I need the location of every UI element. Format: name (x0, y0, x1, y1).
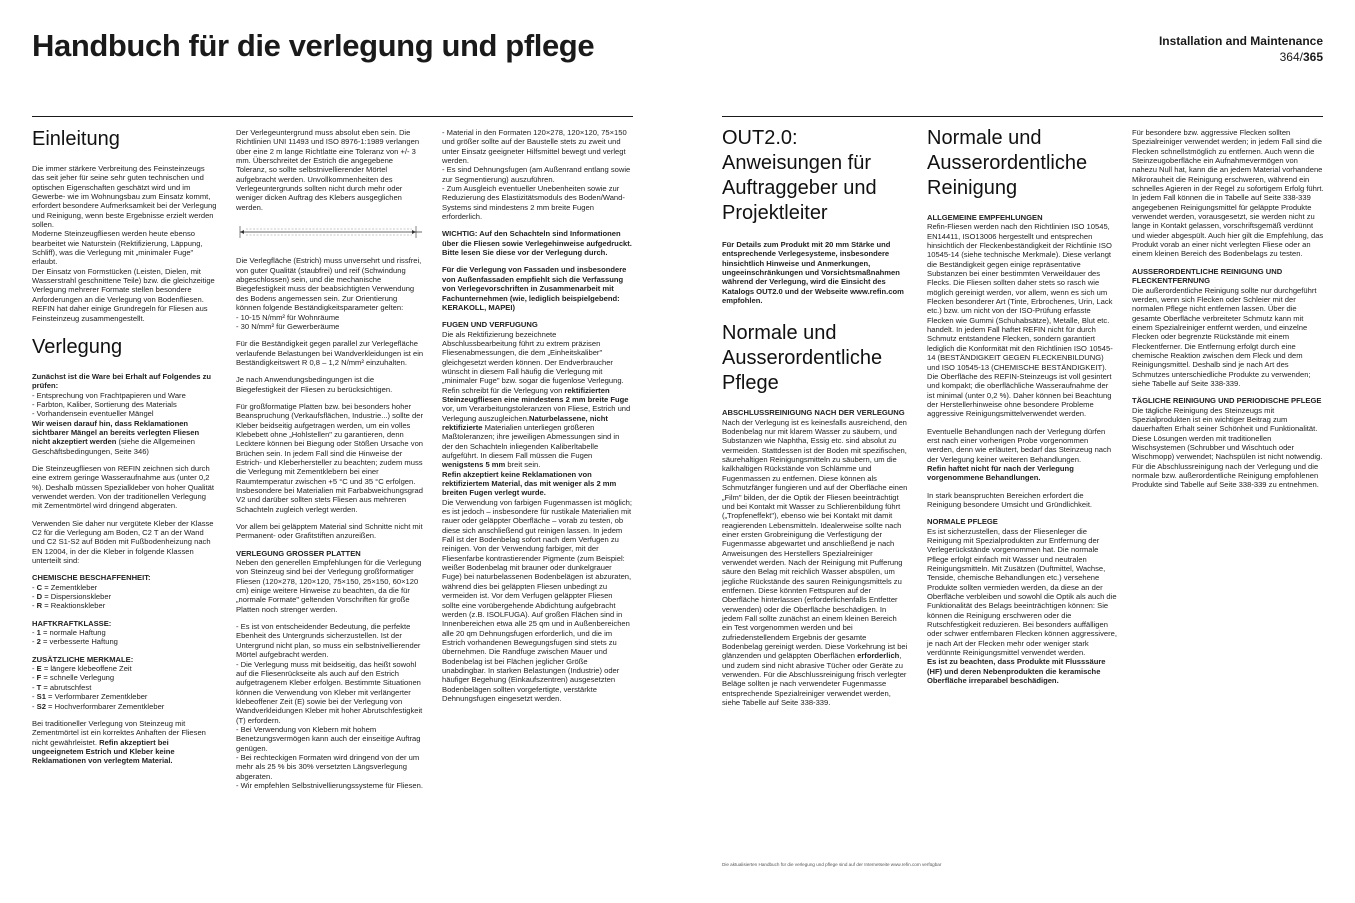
section-title: Installation and Maintenance (1158, 34, 1323, 48)
zus-heading: ZUSÄTZLICHE MERKMALE: (32, 654, 134, 664)
page-number (1159, 50, 1323, 64)
wichtig-note: WICHTIG: Auf den Schachteln sind Informationen über die Fliesen sowie Verlegehinweise aufgedruckt. Bitte lesen Sie diese vor der Verlegung durch. (442, 229, 632, 258)
list-item: - T = abrutschfest (32, 682, 92, 692)
allgemein-heading: ALLGEMEINE EMPFEHLUNGEN (927, 213, 1043, 222)
reinigung-heading: Normale und Ausserordentliche Reinigung (927, 127, 1088, 199)
taeglich-heading: TÄGLICHE REINIGUNG UND PERIODISCHE PFLEGE (1132, 396, 1322, 406)
material-list (442, 128, 632, 221)
allgemein-paragraph: Refin-Fliesen werden nach den Richtlinien ISO 10545, EN14411, ISO13006 hergestellt und entsprechen hinsichtlich der Fleckenbeständigkeit der Richtlinie ISO 10545-14 (siehe technische Merkmale). Diese verlangt die Beständigkeit gegen einige repräsentative Substanzen bei einer bestimmten Verweildauer des Flecks. Die Fliesen sollten daher stets so rasch wie möglich gereinigt werden, vor allem, wenn es sich um Flecken besonderer Art (Tinte, Erbrochenes, Urin, Lack etc.) bzw. um nicht von der ISO-Prüfung erfasste Flecken wie Gummi (Schuhabsätze), Metalle, Blut etc. handelt. In jedem Fall haftet REFIN nicht für durch Schmutz entstandene Flecken, sondern garantiert lediglich die Konformität mit den Richtlinien ISO 10545-14 (BESTÄNDIGKEIT GEGEN FLECKENBILDUNG) und ISO 10545-13 (CHEMISCHE BESTÄNDIGKEIT). Die Oberfläche des REFIN-Steinzeugs ist voll gesintert und kompakt; die oberflächliche Wasseraufnahme der ist minimal (unter 0,2 %). Daher können bei Beachtung der Herstellerhinweise ohne besondere Probleme aggressive Reinigungsmittelverwendet werden. (927, 222, 1113, 419)
list-item: - 1 = normale Haftung (32, 628, 106, 638)
pflege-heading: Normale und Ausserordentliche Pflege (722, 322, 883, 395)
grosse-platten-list (236, 622, 424, 790)
verlegung-check-list (32, 391, 218, 419)
flecken-paragraph: Für besondere bzw. aggressive Flecken sollten Spezialreiniger verwendet werden; in jedem Fall sind die Flecken schnellstmöglich zu entfernen. Auch wenn die Steinzeugoberfläche ein Aufnahmevermögen von nahezu Null hat, kann die an jedem Material vorhandene Mikrorauheit die Reinigung erschweren, während ein schnelles Agieren in der Regel zu sofortigem Erfolg führt. In jedem Fall können die in Tabelle auf Seite 338-339 angegebenen Reinigungsmittel für geläppte Produkte verwendet werden, vorausgesetzt, sie werden nicht zu lange in Kontakt gelassen, vorschriftsgemäß verdünnt und wieder abgespült. Auch hier gilt die Empfehlung, das Produkt vorab an einer nicht verlegten Fliese oder an einem kleinen Bereich des Bodenbelags zu testen. (1132, 128, 1324, 259)
untergrund-paragraph: Der Verlegeuntergrund muss absolut eben sein. Die Richtlinien UNI 11493 und ISO 8976-1:1989 verlangen über eine 2 m lange Richtlatte eine Toleranz von +/- 3 mm. Überschreitet der Estrich die angegebene Toleranz, so sollte selbstnivellierender Mörtel aufgebracht werden. Unvollkommenheiten des Verlegeuntergrunds sollten nicht durch mehr oder weniger dicken Auftrag des Klebers ausgeglichen werden. (236, 128, 420, 212)
list-item: - C = Zementkleber (32, 582, 98, 592)
behandlung-paragraph: Eventuelle Behandlungen nach der Verlegung dürfen erst nach einer vorherigen Probe vorgenommen werden, denn wie erläutert, bedarf das Steinzeug nach der Verlegung keiner weiteren Behandlungen. Refin haftet nicht für nach der Verlegung vorgenommene Behandlungen. (927, 426, 1112, 483)
footer-note: Die aktualisierten Handbuch für die verlegung und pflege sind auf der Internetseite www.refin.com verfügbar (722, 862, 942, 867)
reklamation-note (32, 419, 218, 456)
abschluss-paragraph: Nach der Verlegung ist es keinesfalls ausreichend, den Bodenbelag nur mit klarem Wasser zu säubern, und Substanzen wie Naphtha, Essig etc. sind absolut zu vermeiden. Stattdessen ist der Boden mit spezifischen, säurehaltigen Reinigungsmitteln zu säubern, um die kalkhaltigen Rückstände von Schlämme und Fugenmassen zu entfernen. Diese können als Schmutzfänger fungieren und auf der Oberfläche einen „Film" bilden, der die Optik der Fliesen beeinträchtigt und bei Kontakt mit Wasser zu Schlierenbildung führt („Tropfeneffekt"), ebenso wie bei Kontakt mit damit reagierenden Lebensmitteln. Idealerweise sollte nach einer ersten Grobreinigung die Verfestigung der Fugenmasse abgewartet und anschließend je nach Anweisungen des Herstellers Spezialreiniger verwendet werden. Nach der Reinigung mit Pufferung säure den Belag mit reichlich Wasser abspülen, um jegliche Rückstände des sauren Reinigungsmittels zu entfernen. Diese könnten Fettspuren auf der Oberfläche hinterlassen (erforderlichenfalls Entfetter verwenden) oder die Oberfläche beschädigen. In jedem Fall sollte zunächst an einem kleinen Bereich ein Test vorgenommen werden und bei zufriedenstellendem Ergebnis der gesamte Bodenbelag gereinigt werden. Diese Vorkehrung ist bei glänzenden und geläppten Oberflächen erforderlich, und zudem sind nicht abrasive Tücher oder Geräte zu verwenden. Für die Abschlussreinigung frisch verlegter Beläge sollten je nach verwendeter Fugenmasse entsprechende Spezialreiniger verwendet werden, siehe Tabelle auf Seite 338-339. (722, 417, 908, 708)
list-item: - Wir empfehlen Selbstnivellierungssysteme für Fliesen. (236, 780, 423, 790)
column-reinigung (927, 123, 1117, 694)
list-item: - D = Dispersionskleber (32, 592, 112, 602)
ausserordentlich-paragraph: Die außerordentliche Reinigung sollte nur durchgeführt werden, wenn sich Flecken oder Schleier mit der normalen Pflege nicht entfernen lassen. Über die gesamte Oberfläche verbreiteter Schmutz kann mit einem Spezialreiniger entfernt werden, und einzelne Flecken oder begrenzte Rückstände mit einem Fleckentferner. Die Entfernung erfolgt durch eine chemische Reaktion zwischen dem Fleck und dem Reinigungsmittel. Deshalb sind je nach Art des Schmutzes unterschiedliche Produkte zu verwenden; siehe Tabelle auf Seite 338-339. (1132, 285, 1317, 388)
list-item: - Zum Ausgleich eventueller Unebenheiten sowie zur Reduzierung des Elastizitätsmoduls des Boden/Wand-Systems sind mindestens 2 mm breite Fugen erforderlich. (442, 184, 625, 222)
reklamation-ref: (siehe die Allgemeinen Geschäftsbedingungen, Seite 346) (32, 437, 195, 456)
reklamation-bold: Wir weisen darauf hin, dass Reklamationen sichtbarer Mängel an bereits verlegten Fliesen nicht akzeptiert werden (32, 418, 200, 447)
column-untergrund (236, 128, 424, 790)
biegefestigkeit-paragraph: Je nach Anwendungsbedingungen ist die Biegefestigkeit der Fliesen zu berücksichtigen. (236, 375, 393, 394)
farbige-fugen-paragraph: Die Verwendung von farbigen Fugenmassen ist möglich; es ist jedoch – insbesondere für rustikale Materialien mit rauer oder geläppter Oberfläche – vorab zu testen, ob diese sich anschließend gut reinigen lassen. In jedem Fall ist der Bodenbelag sofort nach dem Verfugen zu reinigen. Von der Verwendung farbiger, mit der Fliesenfarbe kontrastierender Pigmente (zum Beispiel: weißer Bodenbelag mit brauner oder dunkelgrauer Fuge) bei naturbelassenen Bodenbelägen ist abzuraten, während dies bei geläppten Fliesen unbedingt zu vermeiden ist. Vor dem Verfugen geläppter Fliesen sollte eine vorübergehende Abdichtung aufgebracht werden (z.B. ISOLFUGA). Auf großen Flächen sind in Innenbereichen etwa alle 25 qm und in Außenbereichen alle 20 qm Dehnungsfugen erforderlich, und die im Estrich vorhandenen Bewegungsfugen sind stets zu übernehmen. Die Randfuge zwischen Mauer und Bodenbelag ist bei Flächen jeglicher Größe unabdingbar. In starken Belastungen (Industrie) oder häufiger Begehung (Einkaufszentren) ausgesetzten Bodenbelägen sollten vorgefertigte, verstärkte Dehnungsfugen eingesetzt werden. (442, 497, 632, 703)
fugen-reklamation: Refin akzeptiert keine Reklamationen von rektifiziertem Material, das mit weniger als 2 mm breiten Fugen verlegt wurde. (442, 469, 617, 498)
taeglich-paragraph: Die tägliche Reinigung des Steinzeugs mit Spezialprodukten ist ein wichtiger Beitrag zum dauerhaften Erhalt seiner Schönheit und Funktionalität. Diese Lösungen werden mit traditionellen Wischsystemen (Schrubber und Wischtuch oder Wischmopp) verwendet; Nachspülen ist nicht notwendig. Für die Abschlussreinigung nach der Verlegung und die normale bzw. außerordentliche Reinigung empfohlenen Produkte sind Tabelle auf Seite 338-339 zu entnehmen. (1132, 405, 1323, 490)
beanspruchung-paragraph: In stark beanspruchten Bereichen erfordert die Reinigung besondere Umsicht und Gründlichkeit. (927, 490, 1093, 509)
estrich-paragraph: Die Verlegfläche (Estrich) muss unversehrt und rissfrei, von guter Qualität (staubfrei) und reif (Schwindung abgeschlossen) sein, und die mechanische Biegefestigkeit muss der beabsichtigten Verwendung des Bodens angemessen sein. Zur Orientierung können folgende Beständigkeitsparameter gelten: (236, 256, 422, 313)
belastung-paragraph: Für die Beständigkeit gegen parallel zur Verlegefläche verlaufende Belastungen bei Wandverkleidungen ist ein Beständigkeitswert R 0,8 – 1,2 N/mm² einzuhalten. (236, 339, 424, 367)
list-item: - R = Reaktionskleber (32, 601, 106, 611)
chem-heading: CHEMISCHE BESCHAFFENHEIT: (32, 573, 151, 583)
top-rule-right (722, 116, 1323, 117)
list-item: - F = schnelle Verlegung (32, 673, 115, 683)
traditional-note: Bei traditioneller Verlegung von Steinzeug mit Zementmörtel ist ein korrektes Anhaften der Fliesen nicht gewährleistet. Refin akzeptiert bei ungeeignetem Estrich und Kleber keine Reklamationen von verlegtem Material. (32, 718, 206, 766)
list-item: - Es sind Dehnungsfugen (am Außenrand entlang sowie zur Segmentierung) auszuführen. (442, 165, 631, 184)
grosse-platten-paragraph: Neben den generellen Empfehlungen für die Verlegung von Steinzeug sind bei der Verlegung großformatiger Fliesen (120×278, 120×120, 75×150, 25×150, 60×120 cm) einige weitere Hinweise zu beachten, da die für „normale Formate" geltenden Vorschriften für große Platten noch strenger werden. (236, 558, 422, 614)
abschluss-heading: ABSCHLUSSREINIGUNG NACH DER VERLEGUNG (722, 408, 905, 418)
einleitung-paragraph: Der Einsatz von Formstücken (Leisten, Dielen, mit Wasserstrahl geschnittene Teile) bzw. die gleichzeitige Verlegung mehrerer Formate stellen besondere Anforderungen an die Verlegung von Bodenfliesen. REFIN hat daher einige Grundregeln für Fliesen aus Feinsteinzeug zusammengestellt. (32, 266, 215, 323)
list-item: - Es ist von entscheidender Bedeutung, die perfekte Ebenheit des Untergrunds sicherzustellen. Ist der Untergrund nicht plan, so muss ein selbstnivellierender Mörtel aufgebracht werden. (236, 622, 421, 660)
grosse-platten-heading: VERLEGUNG GROSSER PLATTEN (236, 548, 361, 558)
verlegung-paragraph: Die Steinzeugfliesen von REFIN zeichnen sich durch eine extrem geringe Wasseraufnahme aus (unter 0,2 %). Deshalb müssen Spezialkleber von hoher Qualität verwendet werden. Von der traditionellen Verlegung mit Zementmörtel wird dringend abgeraten. (32, 463, 214, 511)
zus-list (32, 664, 218, 711)
list-item: - S2 = Hochverformbarer Zementkleber (32, 701, 165, 711)
column-fleckentfernung (1132, 128, 1324, 498)
section-header (1159, 34, 1323, 64)
out20-heading: OUT2.0: Anweisungen für Auftraggeber und Projektleiter (722, 127, 877, 224)
list-item: - Die Verlegung muss mit beidseitig, das heißt sowohl auf die Fliesenrückseite als auch auf den Estrich aufgetragenem Kleber erfolgen. Bestimmte Situationen können die Verwendung von Kleber mit verlängerter klebeoffener Zeit (E) sowie bei der Verlegung von Wandverkleidungen Kleber mit hoher Abrutschfestigkeit (T) erfordern. (236, 659, 423, 725)
page-title: Handbuch für die verlegung und pflege (32, 28, 595, 63)
page-number-current: 364/ (1279, 50, 1303, 64)
einleitung-heading: Einleitung (32, 128, 120, 150)
list-item: - Material in den Formaten 120×278, 120×120, 75×150 und größer sollte auf der Baustelle stets zu zweit und unter Einsatz geeigneter Hilfsmittel bewegt und verlegt werden. (442, 128, 627, 166)
verlegung-heading: Verlegung (32, 335, 123, 358)
normale-pflege-heading: NORMALE PFLEGE (927, 517, 998, 527)
out20-intro: Für Details zum Produkt mit 20 mm Stärke und entsprechende Verlegesysteme, insbesondere hinsichtlich Hinweise und Anmerkungen, ungeeinschränkungen und Vorsichtsmaßnahmen während der Verlegung, wird die Einsicht des Katalogs OUT2.0 und der Webseite www.refin.com empfohlen. (722, 240, 904, 306)
list-item: - Vorhandensein eventueller Mängel (32, 409, 154, 419)
einleitung-paragraph: Moderne Steinzeugfliesen werden heute ebenso bearbeitet wie Naturstein (Rektifizierung, Läppung, Schliff), was die Verlegung mit „minimaler Fuge" erlaubt. (32, 229, 203, 267)
einleitung-paragraph: Die immer stärkere Verbreitung des Feinsteinzeugs das seit jeher für seine sehr guten technischen und optischen Eigenschaften geschätzt wird und im Gewerbe- wie im Wohnungsbau zum Einsatz kommt, erfordert besondere Aufmerksamkeit bei der Verlegung und Reinigung, wenn beste Ergebnisse erzielt werden sollen. (32, 164, 217, 230)
verlegung-intro: Zunächst ist die Ware bei Erhalt auf Folgendes zu prüfen: (32, 371, 212, 391)
column-out20 (722, 123, 908, 715)
list-item: - Entsprechung von Frachtpapieren und Ware (32, 390, 186, 400)
schnitte-paragraph: Vor allem bei geläpptem Material sind Schnitte nicht mit Permanent- oder Grafitstiften anzureißen. (236, 522, 423, 541)
column-einleitung-verlegung (32, 123, 218, 774)
list-item: - S1 = Verformbarer Zementkleber (32, 692, 148, 702)
fassaden-note: Für die Verlegung von Fassaden und insbesondere von Außenfassaden empfiehlt sich die Verfassung von Verlegevorschriften in Zusammenarbeit mit Fachunternehmen (wie, lediglich beispielgebend: KERAKOLL, MAPEI) (442, 265, 627, 312)
ausserordentlich-heading: AUSSERORDENTLICHE REINIGUNG UND FLECKENTFERNUNG (1132, 266, 1283, 286)
top-rule-left (32, 116, 633, 117)
parameter-list (236, 313, 424, 332)
column-fugen (442, 128, 632, 711)
haft-heading: HAFTKRAFTKLASSE: (32, 618, 112, 628)
list-item: - Farbton, Kaliber, Sortierung des Materials (32, 399, 177, 409)
fugen-heading: FUGEN UND VERFUGUNG (442, 320, 538, 330)
list-item: - 2 = verbesserte Haftung (32, 637, 118, 647)
haft-list (32, 628, 218, 647)
list-item: - E = längere klebeoffene Zeit (32, 664, 132, 674)
list-item: - 30 N/mm² für Gewerberäume (236, 321, 340, 331)
normale-pflege-paragraph: Es ist sicherzustellen, dass der Fliesenleger die Reinigung mit Spezialprodukten zur Entfernung der Verlegerückstände vorgenommen hat. Die normale Pflege erfolgt einfach mit Wasser und neutralen Reinigungsmitteln. Mit Zusätzen (Duftmittel, Wachse, Tenside, chemische Behandlungen etc.) versehene Produkte sollten vermieden werden, da diese an der Oberfläche verbleiben und sowohl die Optik als auch die Funktionalität des Belags beeinträchtigen können: Sie können die Reinigung erschweren oder die Rutschfestigkeit reduzieren. Bei besonders auffälligen oder schwer entfernbaren Flecken können aggressivere, je nach Art der Flecken mehr oder weniger stark verdünnte Reinigungsmittel verwendet werden. Es ist zu beachten, dass Produkte mit Flusssäure (HF) und deren Nebenprodukten die keramische Oberfläche irreparabel beschädigen. (927, 526, 1117, 686)
list-item: - 10-15 N/mm² für Wohnräume (236, 312, 340, 322)
fugen-paragraph: Die als Rektifizierung bezeichnete Abschlussbearbeitung führt zu extrem präzisen Fliesenabmessungen, die dem „Einheitskaliber" gleichgesetzt werden können. Der Endverbraucher wünscht in diesem Fall häufig die Verlegung mit „minimaler Fuge" bzw. sogar die fugenlose Verlegung. Refin schreibt für die Verlegung von rektifizierten Steinzeugfliesen eine mindestens 2 mm breite Fuge vor, um Verarbeitungstoleranzen von Fliese, Estrich und Verlegung auszugleichen.Naturbelassene, nicht rektifizierte Materialien unterliegen größeren Maßtoleranzen; ihre jeweiligen Abmessungen sind in der den Schachteln inliegenden Kaliberltabelle aufgeführt. In diesem Fall müssen die Fugen wenigstens 5 mm breit sein. (442, 329, 631, 470)
chem-list (32, 583, 218, 611)
grossformat-paragraph: Für großformatige Platten bzw. bei besonders hoher Beanspruchung (Verkaufsflächen, Industrie...) sollte der Kleber beidseitig aufgetragen werden, um ein volles Klebebett ohne „Hohlstellen" zu garantieren, denn Lecktere können bei Biegung oder Stößen Ursache von Brüchen sein. In jedem Fall sind die Hinweise der Estrich- und Kleberhersteller zu beachten; zudem muss die Verlegung mit Zementklebern bei einer Raumtemperatur zwischen +5 °C und 35 °C erfolgen. Insbesondere bei Materialien mit Farbabweichungsgrad V2 und darüber sollten stets Fliesen aus mehreren Schachteln zugleich verlegt werden. (236, 401, 424, 514)
screed-tolerance-diagram (236, 222, 424, 240)
list-item: - Bei Verwendung von Klebern mit hohem Benetzungsvermögen kann auch der einseitige Auftrag genügen. (236, 724, 421, 753)
page-number-next: 365 (1302, 50, 1323, 64)
list-item: - Bei rechteckigen Formaten wird dringend von der um mehr als 25 % bis 30% versetzten Längsverlegung abgeraten. (236, 752, 420, 781)
verlegung-paragraph: Verwenden Sie daher nur vergütete Kleber der Klasse C2 für die Verlegung am Boden, C2 T an der Wand und C2 S1-S2 auf Böden mit Fußbodenheizung nach EN 12004, in der die Kleber in folgende Klassen unterteilt sind: (32, 518, 214, 566)
